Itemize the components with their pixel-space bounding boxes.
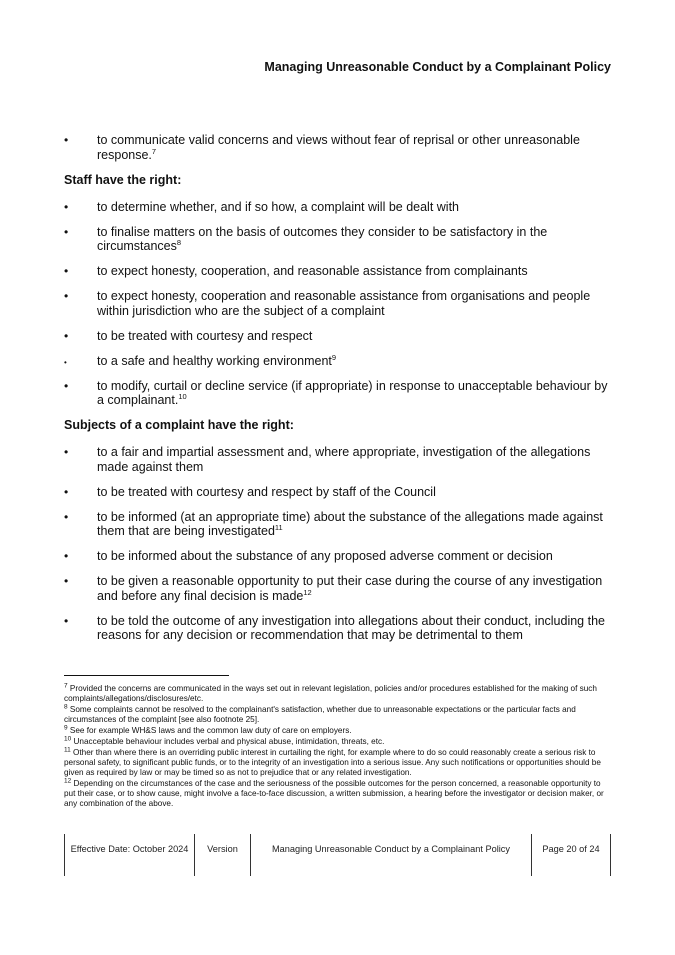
- bullet-item: [64, 133, 612, 162]
- bullet-text: to communicate valid concerns and views without fear of reprisal or other unreasonable response.: [97, 133, 580, 162]
- bullet-text: to a safe and healthy working environment: [97, 353, 332, 368]
- footnote-item: [64, 748, 614, 778]
- page-footer: [64, 834, 611, 876]
- bullet-icon: •: [64, 549, 69, 563]
- bullet-text: to expect honesty, cooperation and reasonable assistance from organisations and people within jurisdiction who are the subject of a complaint: [97, 289, 591, 318]
- bullet-text: to be informed about the substance of any proposed adverse comment or decision: [97, 549, 553, 563]
- bullet-item: [64, 510, 612, 539]
- bullet-item: [64, 574, 612, 603]
- footnote-text: Unacceptable behaviour includes verbal and physical abuse, intimidation, threats, etc.: [71, 737, 385, 746]
- bullet-text: to a fair and impartial assessment and, where appropriate, investigation of the allegations made against them: [97, 445, 591, 474]
- footnote-text: Provided the concerns are communicated in the ways set out in relevant legislation, policies and/or procedures established for the making of such complaints/allegations/disclosures/etc.: [64, 684, 597, 703]
- bullet-icon: •: [64, 199, 69, 214]
- bullet-icon: •: [64, 224, 69, 239]
- footnote-reference[interactable]: 7: [151, 146, 157, 156]
- footnote-text: Depending on the circumstances of the case and the seriousness of the possible outcomes for the person concerned, a reasonable opportunity to put their case, or to show cause, might involve a face-to-face discussion, a written submission, a hearing before the investigator or decision maker, or any combination of the above.: [64, 779, 604, 808]
- bullet-text: to finalise matters on the basis of outcomes they consider to be satisfactory in the circumstances: [97, 224, 548, 253]
- footnote-reference[interactable]: 11: [274, 522, 283, 532]
- bullet-text: to modify, curtail or decline service (if appropriate) in response to unacceptable behaviour by a complainant.: [97, 378, 608, 407]
- footnote-number: 9: [64, 724, 68, 732]
- footnote-item: [64, 684, 614, 704]
- footnote-reference[interactable]: 9: [331, 352, 337, 362]
- bullet-icon: •: [64, 445, 69, 459]
- bullet-icon: •: [64, 574, 69, 588]
- bullet-item: [64, 354, 612, 369]
- bullet-item: [64, 445, 612, 474]
- bullet-text: to be treated with courtesy and respect by staff of the Council: [97, 484, 436, 499]
- footer-version: Version: [194, 834, 250, 876]
- footnote-reference[interactable]: 8: [176, 237, 182, 247]
- staff-rights-heading: Staff have the right:: [64, 172, 182, 187]
- footer-policy-name: Managing Unreasonable Conduct by a Complainant Policy: [250, 834, 531, 876]
- footnote-reference[interactable]: 12: [303, 587, 312, 597]
- footnote-item: [64, 726, 614, 736]
- bullet-item: [64, 485, 612, 500]
- footer-effective-date: Effective Date: October 2024: [64, 834, 194, 876]
- main-content: [64, 133, 612, 653]
- bullet-icon: •: [64, 509, 69, 524]
- bullet-icon: •: [64, 378, 69, 393]
- bullet-text: to be given a reasonable opportunity to put their case during the course of any investigation and before any final decision is made: [97, 574, 603, 603]
- bullet-icon: •: [64, 484, 69, 499]
- bullet-text: to expect honesty, cooperation, and reasonable assistance from complainants: [97, 264, 528, 278]
- bullet-text: to be told the outcome of any investigation into allegations about their conduct, including the reasons for any decision or recommendation that may be detrimental to them: [97, 613, 605, 642]
- bullet-text: to determine whether, and if so how, a complaint will be dealt with: [97, 199, 460, 214]
- footnote-number: 11: [64, 746, 71, 754]
- footnote-item: [64, 737, 614, 747]
- footnote-number: 7: [64, 682, 68, 690]
- bullet-item: [64, 379, 612, 408]
- bullet-item: [64, 225, 612, 254]
- footnote-text: See for example WH&S laws and the common law duty of care on employers.: [67, 726, 352, 735]
- bullet-icon: •: [64, 357, 67, 367]
- bullet-text: to be treated with courtesy and respect: [97, 328, 313, 343]
- footnote-reference[interactable]: 10: [178, 391, 187, 401]
- footnote-item: [64, 779, 614, 809]
- bullet-icon: •: [64, 613, 69, 628]
- bullet-item: [64, 200, 612, 215]
- bullet-item: [64, 614, 612, 643]
- bullet-icon: •: [64, 133, 69, 147]
- footnotes: [64, 684, 614, 810]
- bullet-icon: •: [64, 289, 69, 303]
- footnote-text: Other than where there is an overriding public interest in curtailing the right, for example where to do so could reasonably create a serious risk to personal safety, to significant public funds, or to the integrity of an investigation into a serious issue. Any such notifications or opportunities should be given as required by law or may be timed so as not to prejudice that or any related investigation.: [64, 748, 601, 777]
- bullet-icon: •: [64, 328, 69, 343]
- staff-rights-list: [64, 200, 612, 408]
- subjects-rights-list: [64, 445, 612, 643]
- bullet-item: [64, 264, 612, 279]
- bullet-item: [64, 289, 612, 318]
- bullet-item: [64, 329, 612, 344]
- footnote-number: 8: [64, 703, 68, 711]
- footnote-text: Some complaints cannot be resolved to the complainant's satisfaction, whether due to unreasonable expectations or the particular facts and circumstances of the complaint [see also footnote 25].: [64, 705, 576, 724]
- bullet-text: to be informed (at an appropriate time) about the substance of the allegations made against them that are being investigated: [97, 509, 603, 538]
- footnote-item: [64, 705, 614, 725]
- footnote-separator: [64, 675, 229, 676]
- footer-page-number: Page 20 of 24: [531, 834, 611, 876]
- bullet-item: [64, 549, 612, 564]
- intro-bullet-list: [64, 133, 612, 162]
- subjects-rights-heading: Subjects of a complaint have the right:: [64, 418, 294, 432]
- footnote-number: 10: [64, 735, 72, 743]
- page-header-title: Managing Unreasonable Conduct by a Complainant Policy: [264, 60, 611, 74]
- bullet-icon: •: [64, 264, 69, 278]
- footnote-number: 12: [64, 777, 72, 785]
